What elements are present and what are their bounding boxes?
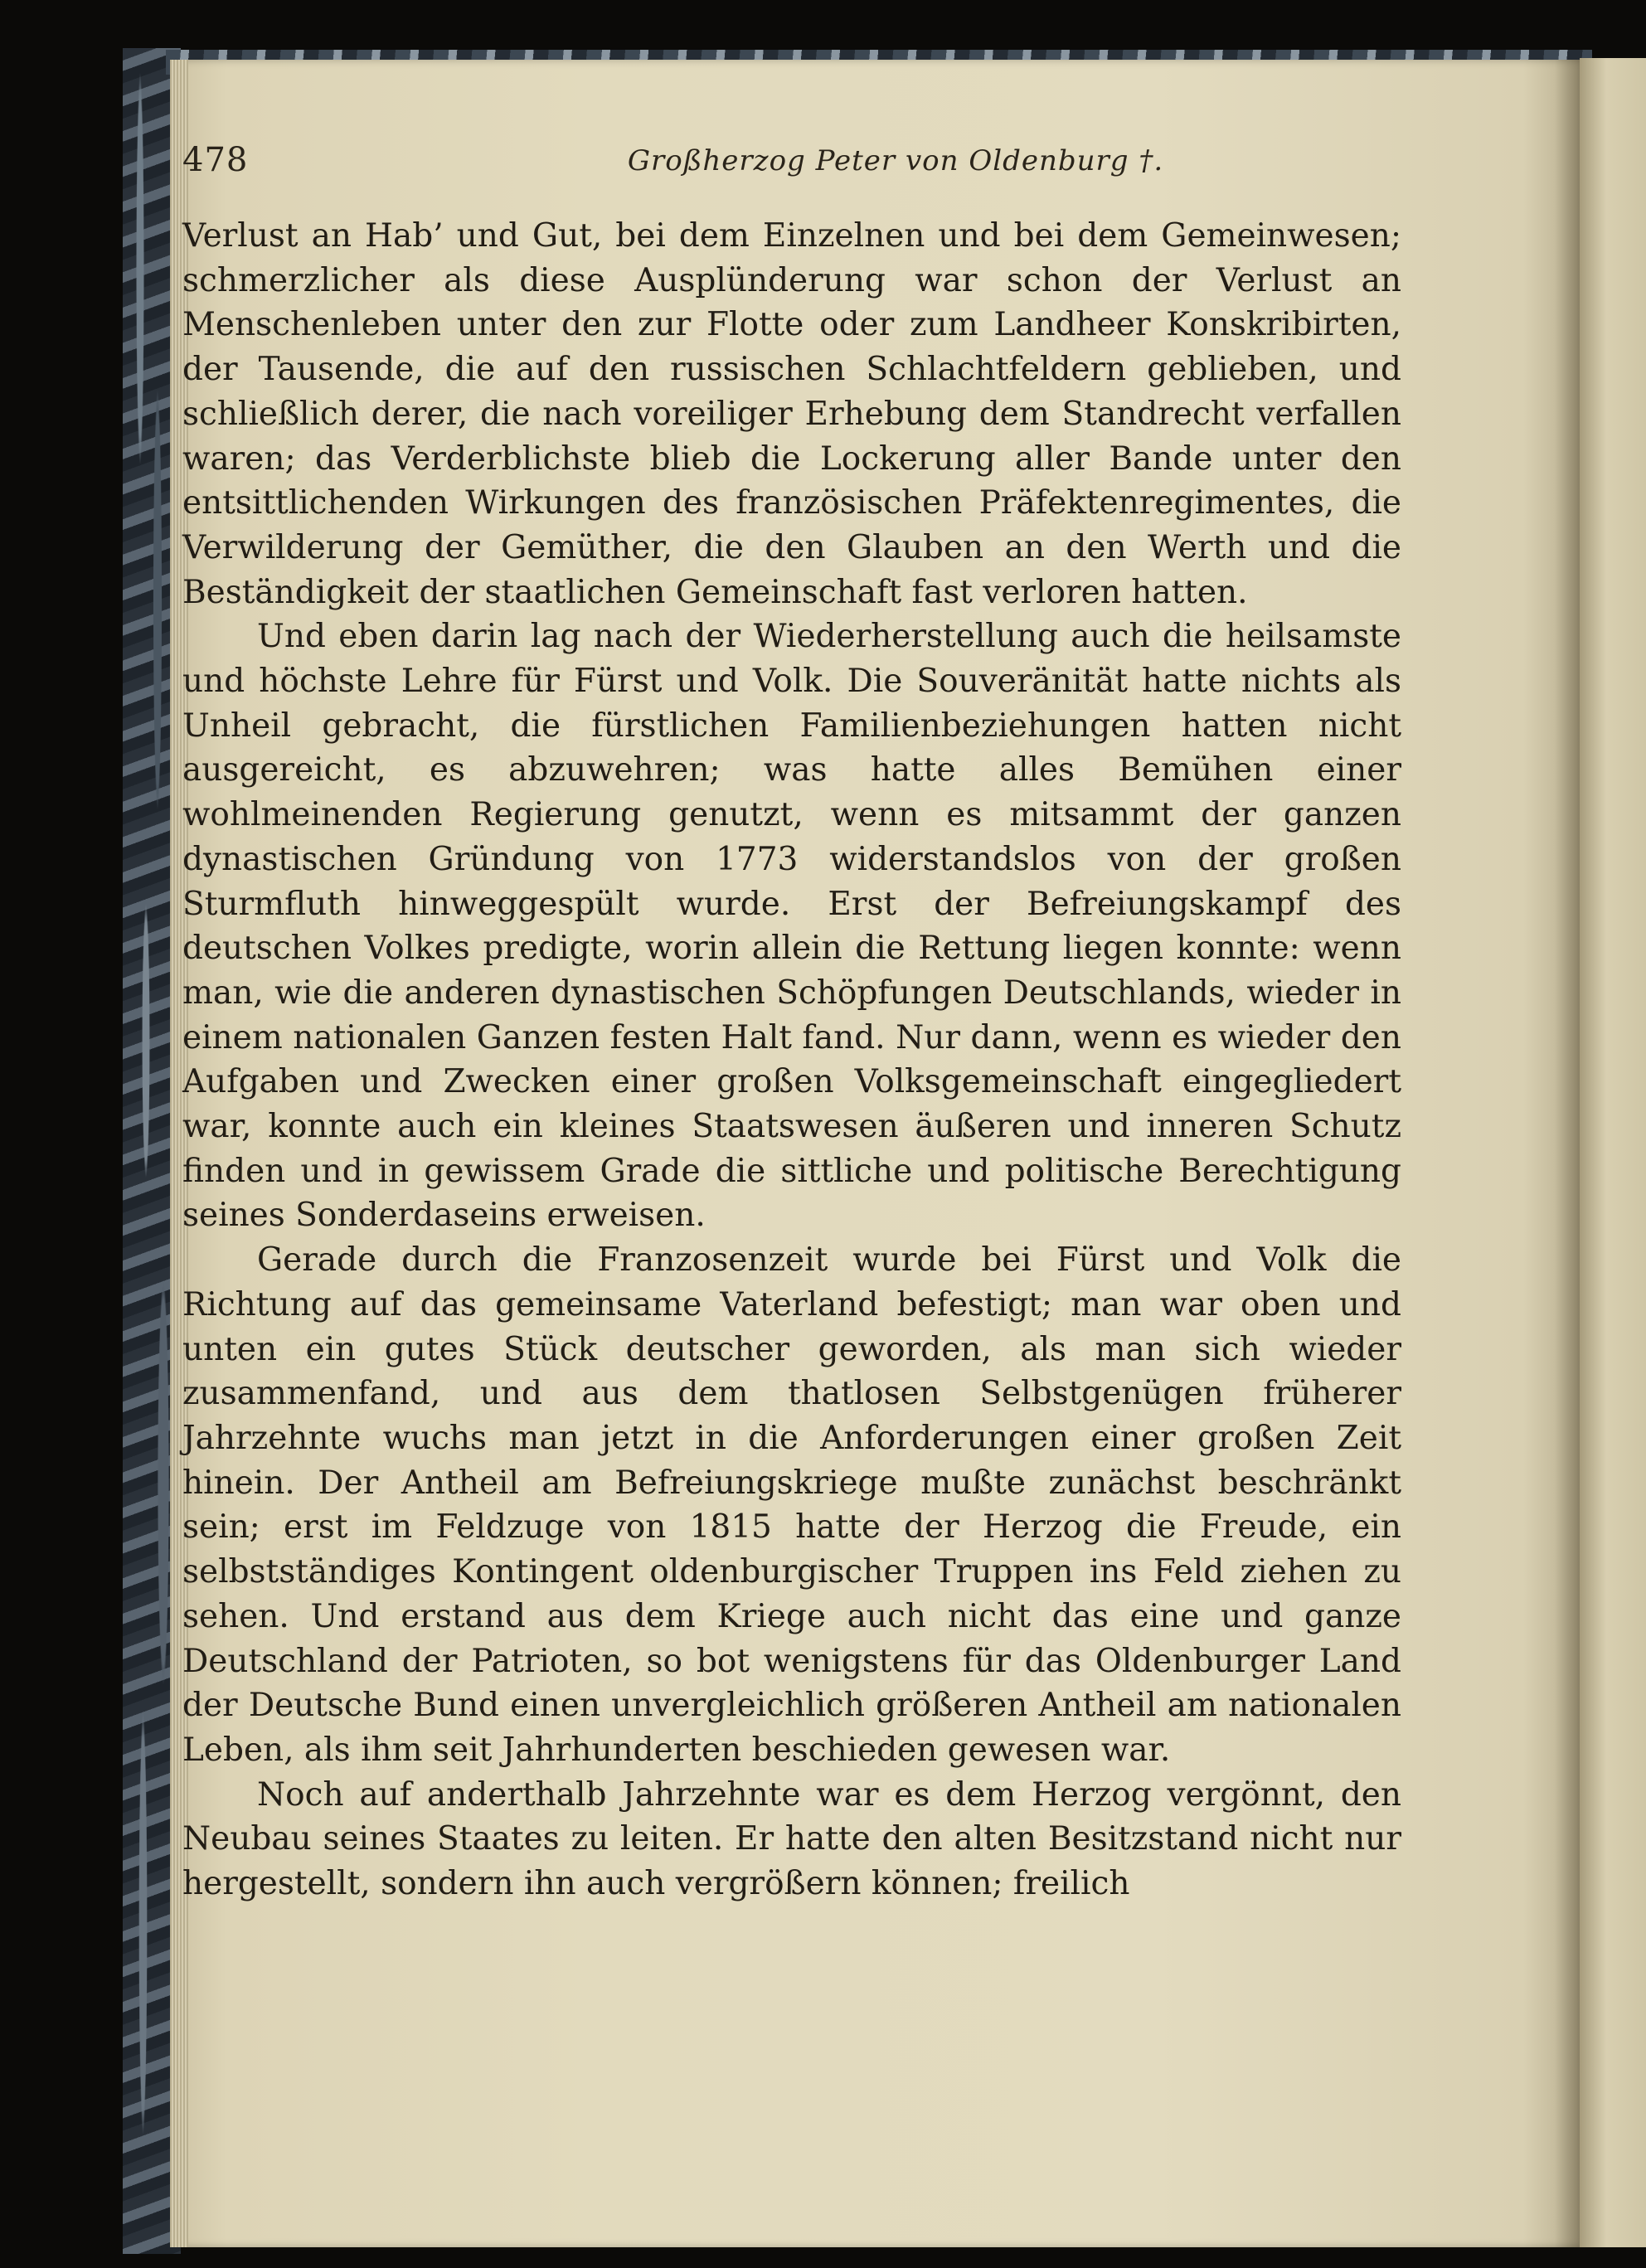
paragraph-1: Verlust an Hab’ und Gut, bei dem Einzelnen und bei dem Gemeinwesen; schmerzlicher als diese Ausplünderung war schon der Verlust an Menschenleben unter den zur Flotte oder zum Landheer Konskribirten, der Tausende, die auf den russischen Schlachtfeldern geblieben, und schließlich derer, die nach voreiliger Erhebung dem Standrecht verfallen waren; das Verderblichste blieb die Lockerung aller Bande unter den entsittlichenden Wirkungen des französischen Präfektenregimentes, die Verwilderung der Gemüther, die den Glauben an den Werth und die Beständigkeit der staatlichen Gemeinschaft fast verloren hatten. — [182, 217, 1401, 611]
paragraph-2: Und eben darin lag nach der Wiederherstellung auch die heilsamste und höchste Lehre für Fürst und Volk. Die Souveränität hatte nichts als Unheil gebracht, die fürstlichen Familienbeziehungen hatten nicht ausgereicht, es abzuwehren; was hatte alles Bemühen einer wohlmeinenden Regierung genutzt, wenn es mitsammt der ganzen dynastischen Gründung von 1773 widerstandslos von der großen Sturmfluth hinweggespült wurde. Erst der Befreiungskampf des deutschen Volkes predigte, worin allein die Rettung liegen konnte: wenn man, wie die anderen dynastischen Schöpfungen Deutschlands, wieder in einem nationalen Ganzen festen Halt fand. Nur dann, wenn es wieder den Aufgaben und Zwecken einer großen Volksgemeinschaft eingegliedert war, konnte auch ein kleines Staatswesen äußeren und inneren Schutz finden und in gewissem Grade die sittliche und politische Berechtigung seines Sonderdaseins erweisen. — [182, 618, 1401, 1235]
running-head: Großherzog Peter von Oldenburg †. — [627, 144, 1164, 177]
paragraph-4: Noch auf anderthalb Jahrzehnte war es dem Herzog vergönnt, den Neubau seines Staates zu leiten. Er hatte den alten Besitzstand nicht nur hergestellt, sondern ihn auch vergrößern können; freilich — [182, 1775, 1401, 1903]
paragraph-3: Gerade durch die Franzosenzeit wurde bei Fürst und Volk die Richtung auf das gemeinsame Vaterland befestigt; man war oben und unten ein gutes Stück deutscher geworden, als man sich wieder zusammenfand, und aus dem thatlosen Selbstgenügen früherer Jahrzehnte wuchs man jetzt in die Anforderungen einer großen Zeit hinein. Der Antheil am Befreiungskriege mußte zunächst beschränkt sein; erst im Feldzuge von 1815 hatte der Herzog die Freude, ein selbstständiges Kontingent oldenburgischer Truppen ins Feld ziehen zu sehen. Und erstand aus dem Kriege auch nicht das eine und ganze Deutschland der Patrioten, so bot wenigstens für das Oldenburger Land der Deutsche Bund einen unvergleichlich größeren Antheil am nationalen Leben, als ihm seit Jahrhunderten beschieden gewesen war. — [182, 1241, 1401, 1769]
page-gutter — [1555, 60, 1580, 2247]
page-number: 478 — [182, 141, 249, 179]
page-header — [182, 83, 1410, 179]
facing-page-edge — [1580, 58, 1646, 2247]
body-text — [182, 214, 1401, 1906]
